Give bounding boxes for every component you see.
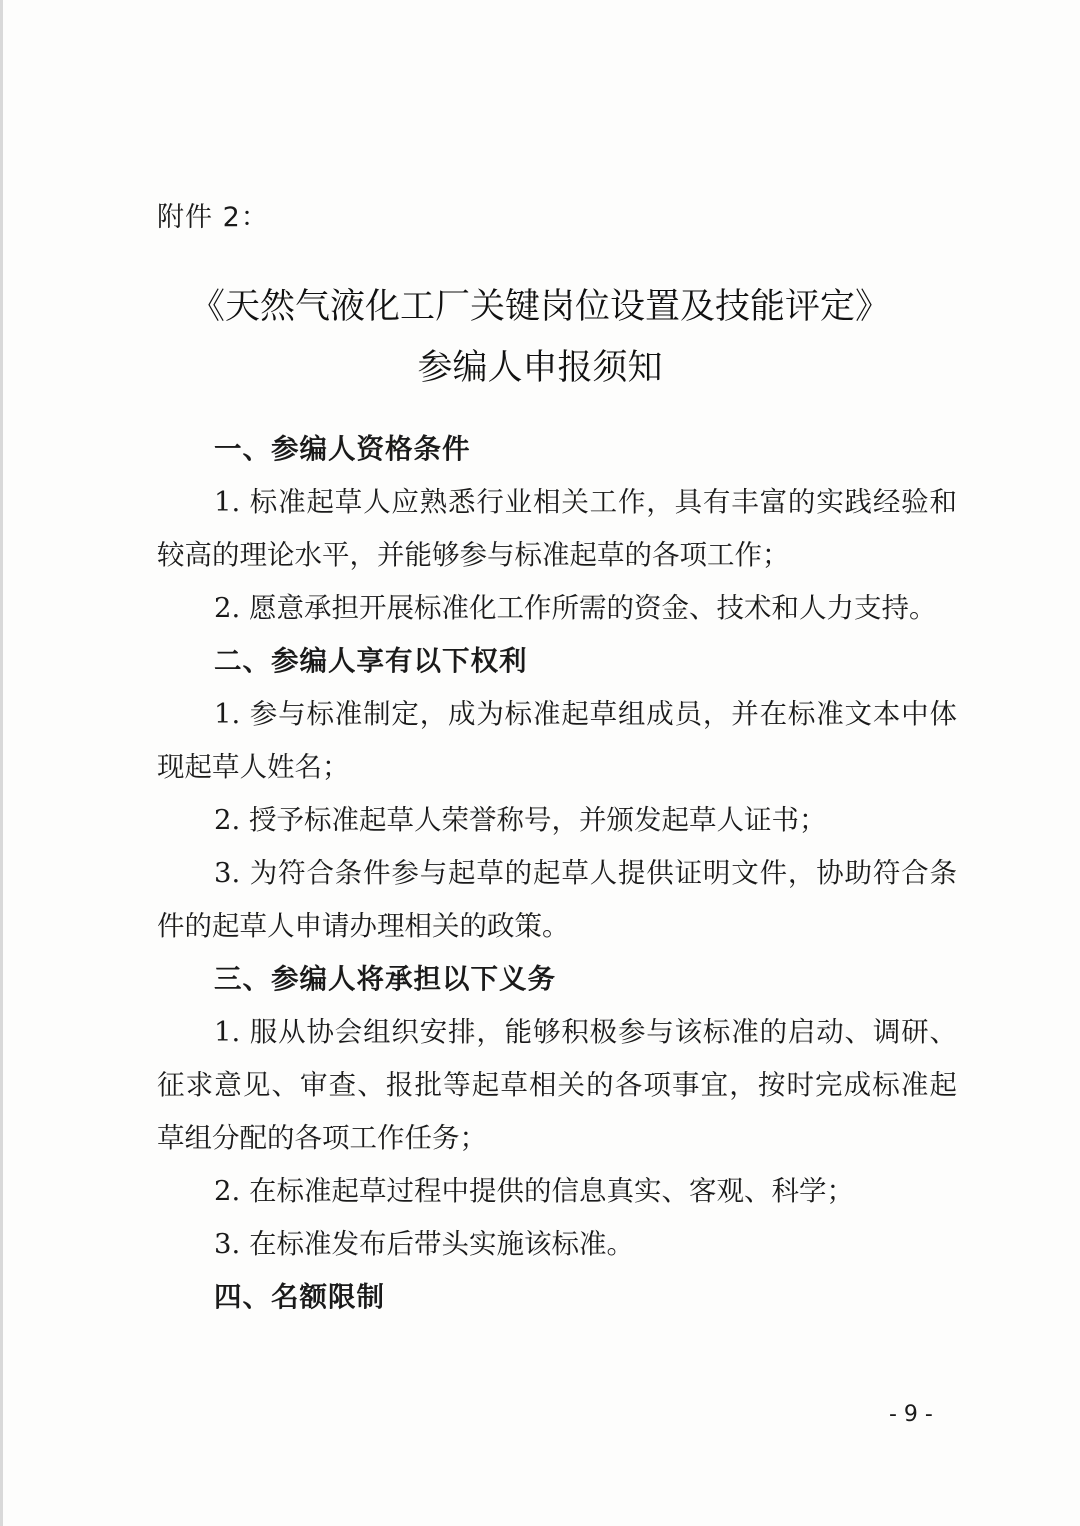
paragraph-line: 件的起草人申请办理相关的政策。 xyxy=(157,910,570,942)
page-number: - 9 - xyxy=(889,1402,933,1427)
document-subtitle: 参编人申报须知 xyxy=(417,348,663,388)
scan-edge xyxy=(0,0,3,1526)
section-heading: 四、名额限制 xyxy=(214,1281,385,1313)
section-heading: 二、参编人享有以下权利 xyxy=(214,645,528,677)
section-heading: 一、参编人资格条件 xyxy=(214,433,471,465)
paragraph-line: 1. 服从协会组织安排，能够积极参与该标准的启动、调研、 xyxy=(214,1016,957,1048)
attachment-label: 附件 2： xyxy=(157,202,269,233)
paragraph-line: 3. 在标准发布后带头实施该标准。 xyxy=(214,1228,634,1260)
paragraph-line: 草组分配的各项工作任务； xyxy=(157,1122,487,1154)
section-heading: 三、参编人将承担以下义务 xyxy=(214,963,556,995)
paragraph-line: 现起草人姓名； xyxy=(157,751,350,783)
paragraph-line: 2. 愿意承担开展标准化工作所需的资金、技术和人力支持。 xyxy=(214,592,937,624)
paragraph-line: 2. 授予标准起草人荣誉称号，并颁发起草人证书； xyxy=(214,804,827,836)
paragraph-line: 较高的理论水平，并能够参与标准起草的各项工作； xyxy=(157,539,790,571)
paragraph-line: 3. 为符合条件参与起草的起草人提供证明文件，协助符合条 xyxy=(214,857,957,889)
paragraph-line: 1. 参与标准制定，成为标准起草组成员，并在标准文本中体 xyxy=(214,698,957,730)
paragraph-line: 征求意见、审查、报批等起草相关的各项事宜，按时完成标准起 xyxy=(157,1069,957,1101)
paragraph-line: 1. 标准起草人应熟悉行业相关工作，具有丰富的实践经验和 xyxy=(214,486,957,518)
paragraph-line: 2. 在标准起草过程中提供的信息真实、客观、科学； xyxy=(214,1175,854,1207)
document-body xyxy=(157,423,957,1324)
document-title: 《天然气液化工厂关键岗位设置及技能评定》 xyxy=(189,287,890,327)
